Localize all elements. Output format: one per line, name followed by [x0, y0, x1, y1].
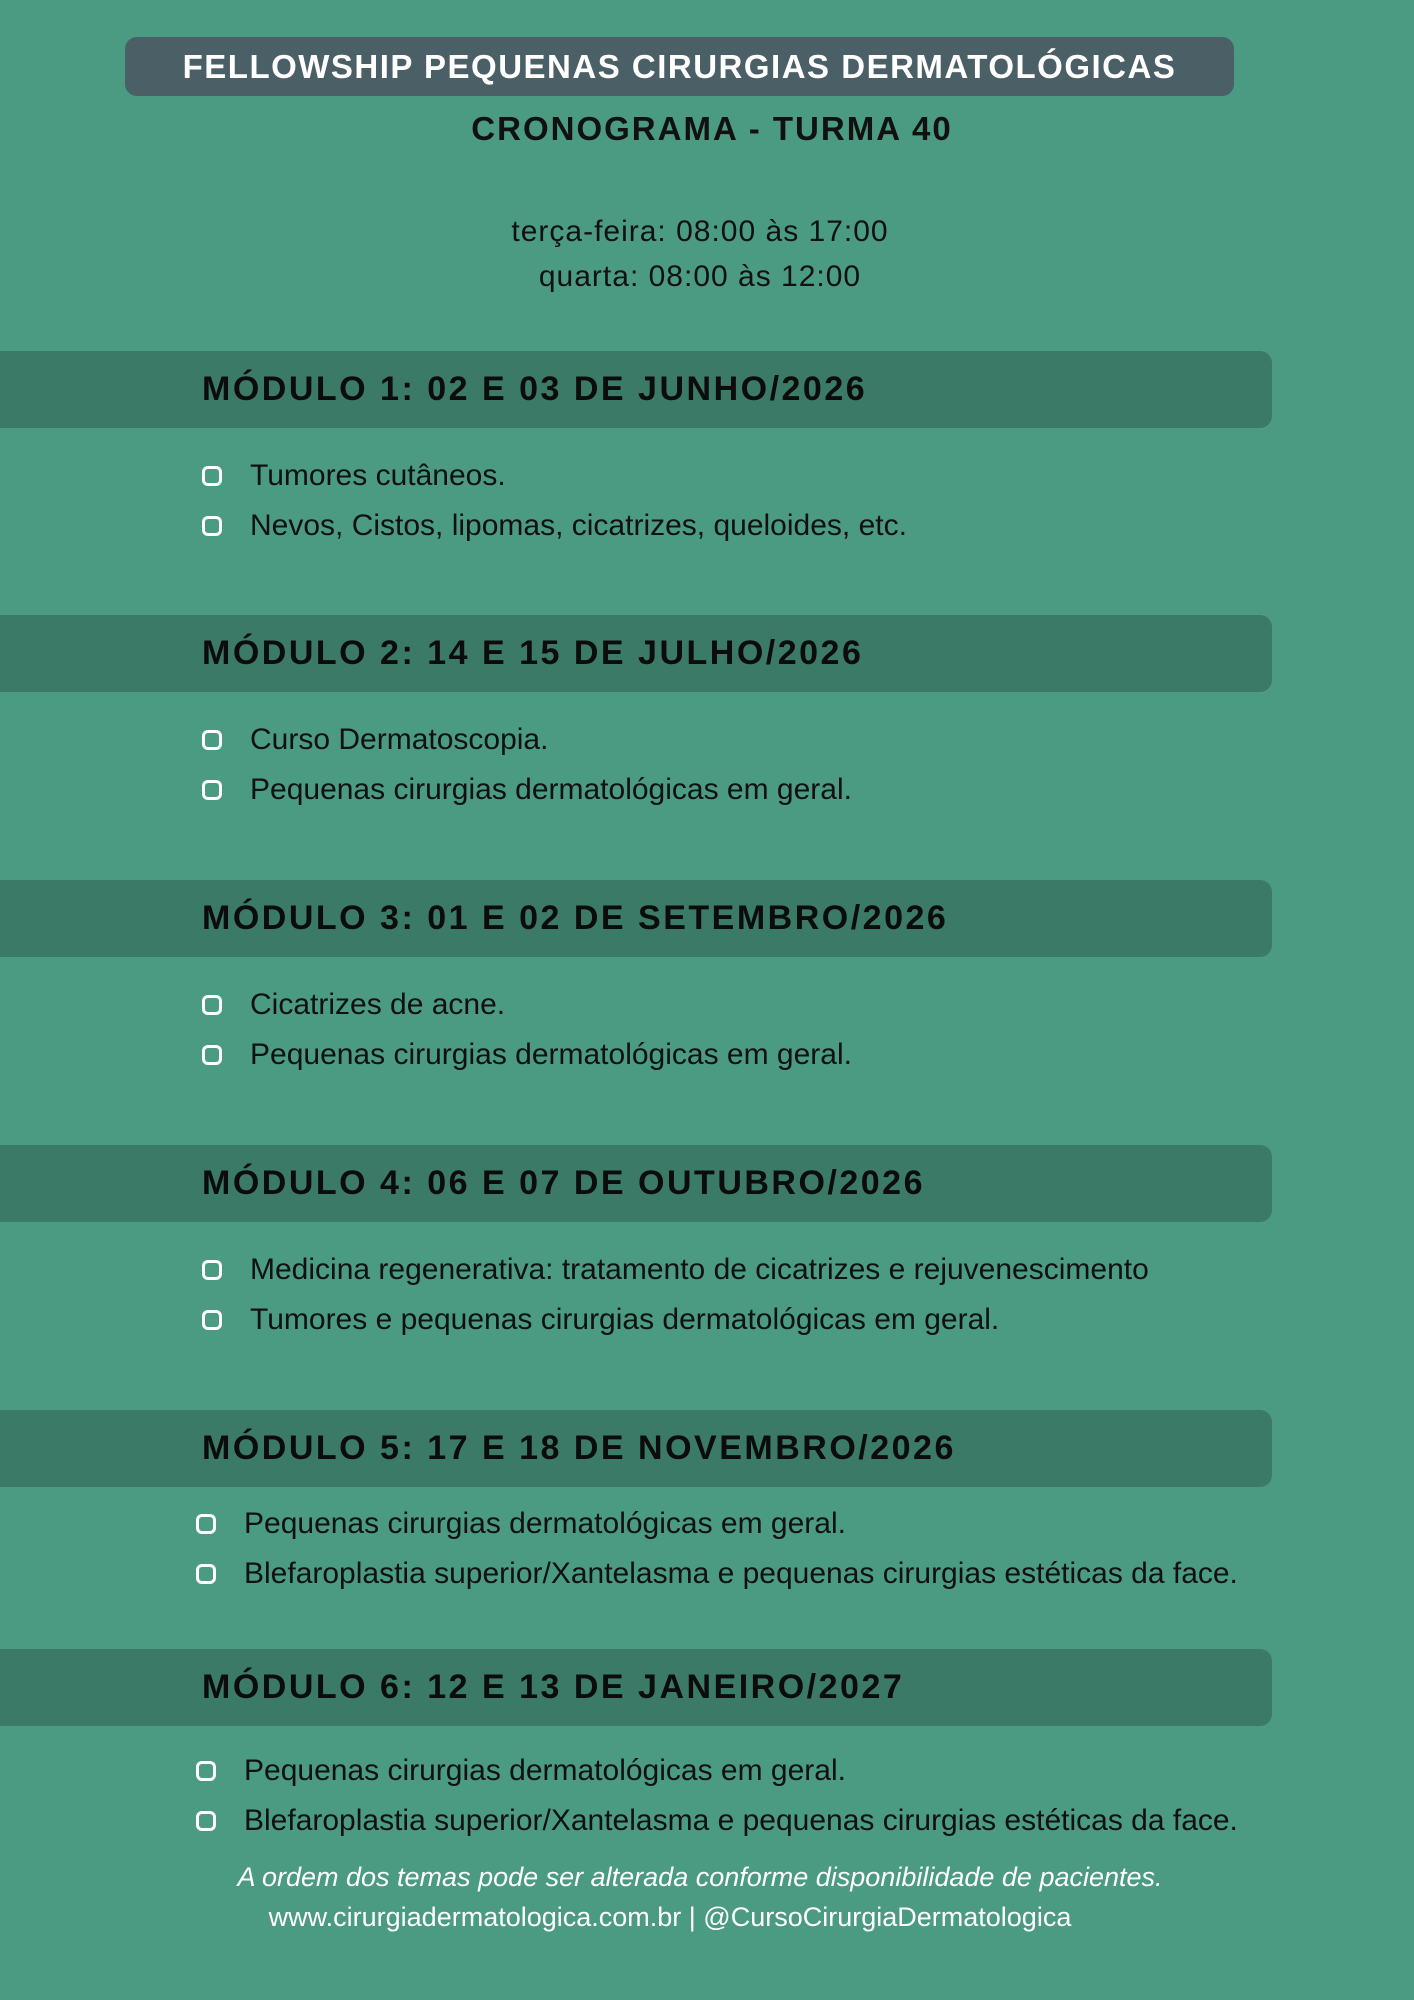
list-item — [202, 459, 506, 493]
module-4-header — [0, 1145, 1272, 1222]
module-title: MÓDULO 6: 12 E 13 DE JANEIRO/2027 — [202, 1668, 905, 1706]
item-text: Blefaroplastia superior/Xantelasma e pequenas cirurgias estéticas da face. — [244, 1804, 1238, 1837]
list-item — [202, 509, 907, 543]
module-2-header — [0, 615, 1272, 692]
module-3-header — [0, 880, 1272, 957]
list-item — [196, 1804, 1238, 1838]
list-item — [196, 1557, 1238, 1591]
page-subtitle: CRONOGRAMA - TURMA 40 — [471, 110, 953, 147]
checkbox-icon — [196, 1514, 216, 1534]
checkbox-icon — [202, 1045, 222, 1065]
checkbox-icon — [202, 780, 222, 800]
footer-links: www.cirurgiadermatologica.com.br | @CursoCirurgiaDermatologica — [268, 1902, 1072, 1932]
module-title: MÓDULO 1: 02 E 03 DE JUNHO/2026 — [202, 370, 868, 408]
item-text: Blefaroplastia superior/Xantelasma e pequenas cirurgias estéticas da face. — [244, 1557, 1238, 1590]
module-title: MÓDULO 5: 17 E 18 DE NOVEMBRO/2026 — [202, 1429, 956, 1467]
checkbox-icon — [202, 995, 222, 1015]
checkbox-icon — [202, 730, 222, 750]
list-item — [202, 1038, 852, 1072]
footer-note: A ordem dos temas pode ser alterada conforme disponibilidade de pacientes. — [237, 1862, 1163, 1892]
item-text: Nevos, Cistos, lipomas, cicatrizes, queloides, etc. — [250, 509, 907, 542]
checkbox-icon — [202, 466, 222, 486]
item-text: Tumores e pequenas cirurgias dermatológicas em geral. — [250, 1303, 1000, 1336]
module-6-header — [0, 1649, 1272, 1726]
schedule-wednesday: quarta: 08:00 às 12:00 — [538, 260, 862, 293]
item-text: Cicatrizes de acne. — [250, 988, 506, 1021]
list-item — [202, 1303, 999, 1337]
checkbox-icon — [196, 1564, 216, 1584]
module-title: MÓDULO 3: 01 E 02 DE SETEMBRO/2026 — [202, 899, 949, 937]
list-item — [202, 988, 505, 1022]
item-text: Tumores cutâneos. — [250, 459, 506, 492]
checkbox-icon — [196, 1761, 216, 1781]
list-item — [202, 1253, 1149, 1287]
list-item — [196, 1754, 846, 1788]
item-text: Pequenas cirurgias dermatológicas em geral. — [250, 773, 852, 806]
checkbox-icon — [202, 516, 222, 536]
module-5-header — [0, 1410, 1272, 1487]
item-text: Pequenas cirurgias dermatológicas em geral. — [244, 1754, 846, 1787]
module-title: MÓDULO 4: 06 E 07 DE OUTUBRO/2026 — [202, 1164, 926, 1202]
list-item — [202, 773, 852, 807]
module-1-header — [0, 351, 1272, 428]
item-text: Medicina regenerativa: tratamento de cicatrizes e rejuvenescimento — [250, 1253, 1149, 1286]
checkbox-icon — [202, 1310, 222, 1330]
list-item — [196, 1507, 846, 1541]
item-text: Curso Dermatoscopia. — [250, 723, 549, 756]
schedule-tuesday: terça-feira: 08:00 às 17:00 — [511, 215, 889, 248]
checkbox-icon — [196, 1811, 216, 1831]
module-title: MÓDULO 2: 14 E 15 DE JULHO/2026 — [202, 634, 864, 672]
page-title: FELLOWSHIP PEQUENAS CIRURGIAS DERMATOLÓGICAS — [125, 37, 1234, 96]
list-item — [202, 723, 548, 757]
checkbox-icon — [202, 1260, 222, 1280]
item-text: Pequenas cirurgias dermatológicas em geral. — [250, 1038, 852, 1071]
item-text: Pequenas cirurgias dermatológicas em geral. — [244, 1507, 846, 1540]
